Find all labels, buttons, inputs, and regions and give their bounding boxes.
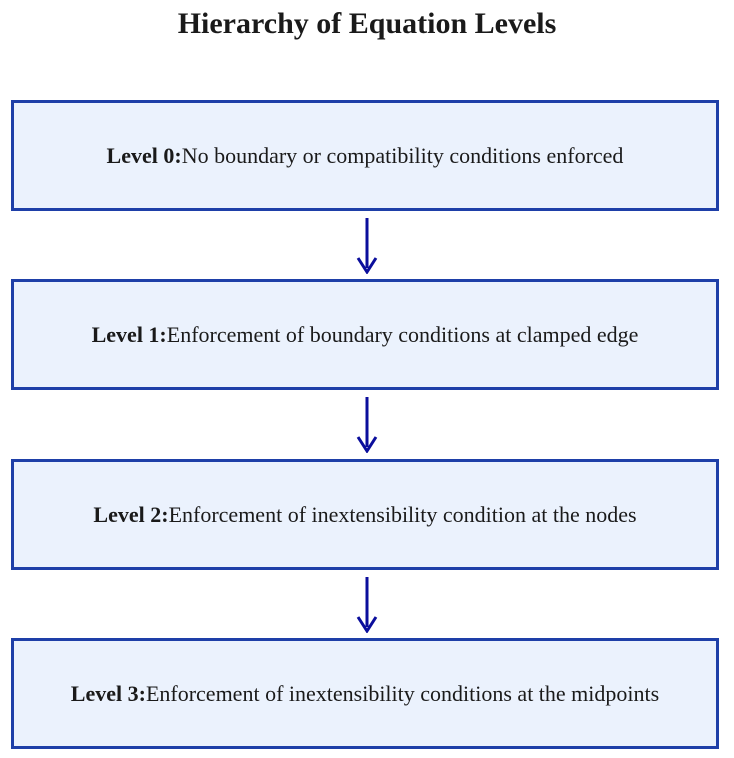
level-2-label: Level 2:: [93, 501, 169, 527]
level-1-box: [11, 279, 719, 390]
level-0-description: No boundary or compatibility conditions enforced: [181, 142, 624, 168]
level-1-text: [92, 320, 639, 350]
diagram-title: Hierarchy of Equation Levels: [177, 7, 557, 40]
level-3-description: Enforcement of inextensibility conditions at the midpoints: [145, 680, 660, 706]
level-0-label: Level 0:: [106, 142, 182, 168]
level-1-label: Level 1:: [91, 321, 167, 347]
level-0-box: [11, 100, 719, 211]
down-arrow-icon: [355, 218, 379, 274]
level-2-text: [93, 500, 636, 530]
level-0-text: [107, 141, 624, 171]
level-3-text: [71, 679, 659, 709]
down-arrow-icon: [355, 577, 379, 633]
level-3-box: [11, 638, 719, 749]
level-2-description: Enforcement of inextensibility condition at the nodes: [168, 501, 637, 527]
level-2-box: [11, 459, 719, 570]
down-arrow-icon: [355, 397, 379, 453]
level-1-description: Enforcement of boundary conditions at clamped edge: [166, 321, 639, 347]
level-3-label: Level 3:: [70, 680, 146, 706]
